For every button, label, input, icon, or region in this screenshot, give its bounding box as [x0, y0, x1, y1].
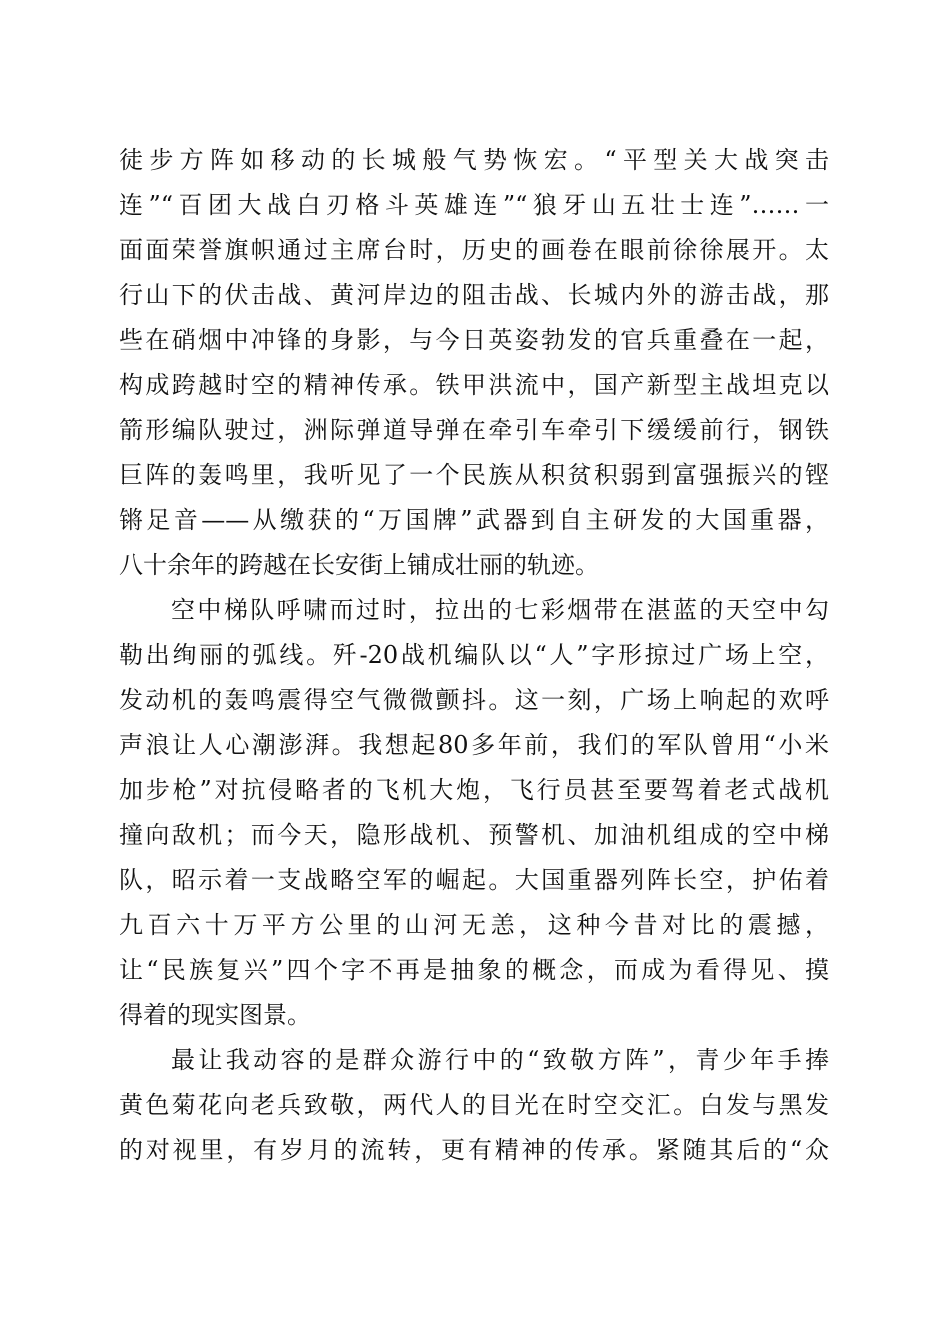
paragraph-line: 箭形编队驶过，洲际弹道导弹在牵引车牵引下缓缓前行，钢铁 — [119, 416, 829, 444]
paragraph-line: 最让我动容的是群众游行中的“致敬方阵”，青少年手捧 — [171, 1046, 829, 1074]
paragraph-line: 声浪让人心潮澎湃。我想起80多年前，我们的军队曾用“小米 — [119, 731, 829, 759]
paragraph-line: 勒出绚丽的弧线。歼-20战机编队以“人”字形掠过广场上空， — [119, 641, 829, 669]
paragraph-line: 连”“百团大战白刃格斗英雄连”“狼牙山五壮士连”……一 — [119, 191, 829, 219]
paragraph-line: 构成跨越时空的精神传承。铁甲洪流中，国产新型主战坦克以 — [119, 371, 829, 399]
paragraph-line: 黄色菊花向老兵致敬，两代人的目光在时空交汇。白发与黑发 — [119, 1091, 829, 1119]
paragraph-line: 些在硝烟中冲锋的身影，与今日英姿勃发的官兵重叠在一起， — [119, 326, 829, 354]
paragraph-line: 巨阵的轰鸣里，我听见了一个民族从积贫积弱到富强振兴的铿 — [119, 461, 829, 489]
paragraph-line: 队，昭示着一支战略空军的崛起。大国重器列阵长空，护佑着 — [119, 866, 829, 894]
paragraph-line: 让“民族复兴”四个字不再是抽象的概念，而成为看得见、摸 — [119, 956, 829, 984]
paragraph-2 — [119, 588, 829, 1038]
paragraph-line: 行山下的伏击战、黄河岸边的阻击战、长城内外的游击战，那 — [119, 281, 829, 309]
paragraph-line: 锵足音——从缴获的“万国牌”武器到自主研发的大国重器， — [119, 506, 829, 534]
paragraph-1 — [119, 138, 829, 588]
paragraph-line: 得着的现实图景。 — [119, 1001, 311, 1029]
paragraph-line: 空中梯队呼啸而过时，拉出的七彩烟带在湛蓝的天空中勾 — [171, 596, 829, 624]
paragraph-3 — [119, 1038, 829, 1173]
paragraph-line: 九百六十万平方公里的山河无恙，这种今昔对比的震撼， — [119, 911, 829, 939]
paragraph-line: 发动机的轰鸣震得空气微微颤抖。这一刻，广场上响起的欢呼 — [119, 686, 829, 714]
paragraph-line: 的对视里，有岁月的流转，更有精神的传承。紧随其后的“众 — [119, 1136, 829, 1164]
paragraph-line: 徒步方阵如移动的长城般气势恢宏。“平型关大战突击 — [119, 146, 829, 174]
paragraph-line: 面面荣誉旗帜通过主席台时，历史的画卷在眼前徐徐展开。太 — [119, 236, 829, 264]
paragraph-line: 加步枪”对抗侵略者的飞机大炮，飞行员甚至要驾着老式战机 — [119, 776, 829, 804]
paragraph-line: 撞向敌机；而今天，隐形战机、预警机、加油机组成的空中梯 — [119, 821, 829, 849]
paragraph-line: 八十余年的跨越在长安街上铺成壮丽的轨迹。 — [119, 551, 599, 579]
